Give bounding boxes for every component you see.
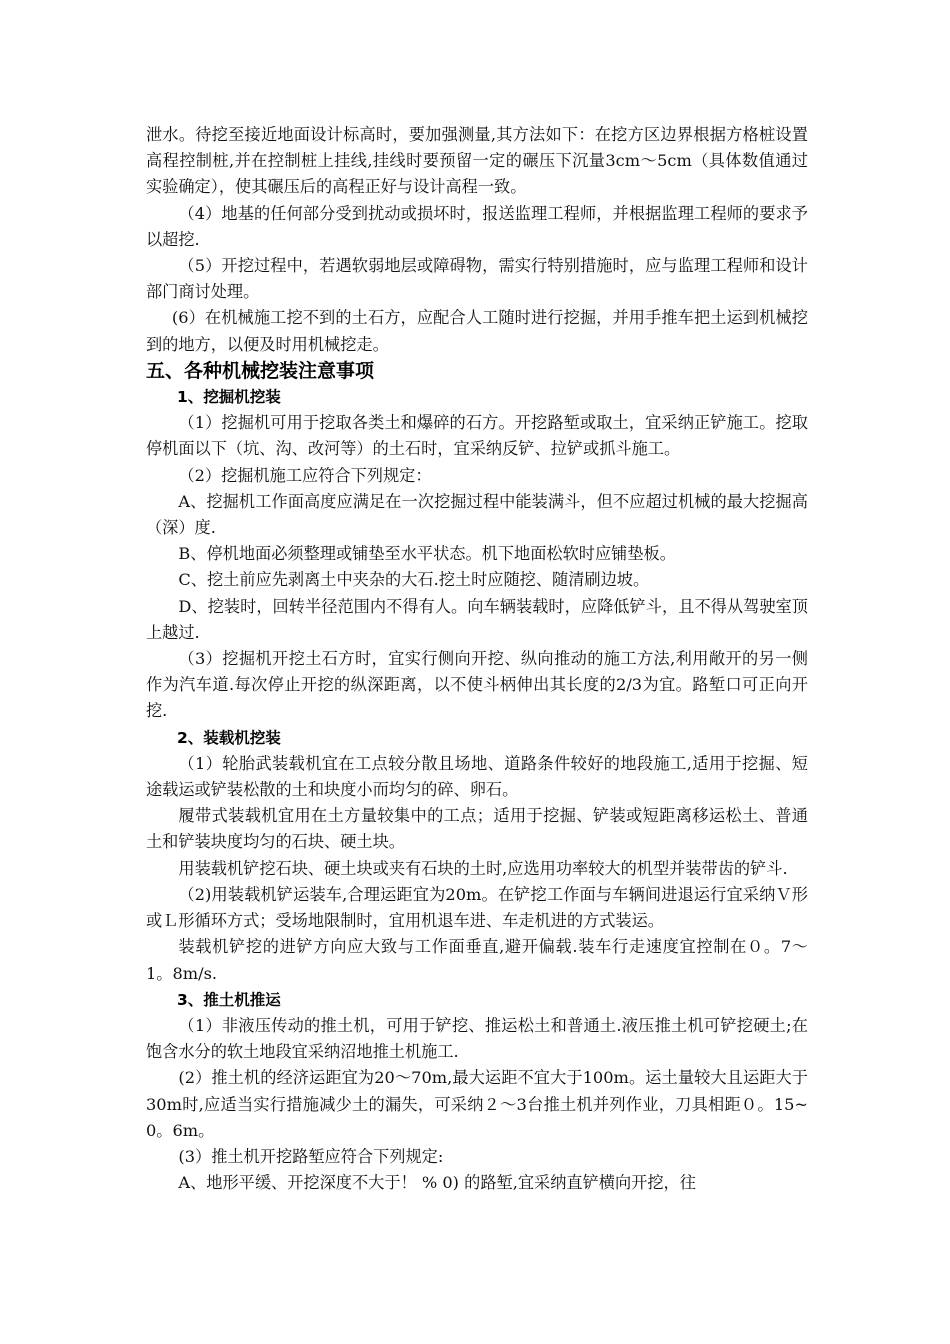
- bulldozer-paragraph-2: (2）推土机的经济运距宜为20～70m,最大运距不宜大于100m。运土量较大且运距大于30m时,应适当实行措施减少土的漏失，可采纳２～3台推土机并列作业，刀具相距０。15~0。6m。: [146, 1068, 808, 1140]
- subsection-2-heading: 2、装载机挖装: [177, 728, 281, 747]
- paragraph-item-4: （4）地基的任何部分受到扰动或损坏时，报送监理工程师，并根据监理工程师的要求予以超挖.: [146, 203, 808, 249]
- excavator-paragraph-3: （3）挖掘机开挖土石方时，宜实行侧向开挖、纵向推动的施工方法,利用敞开的另一侧作为汽车道.每次停止开挖的纵深距离，以不使斗柄伸出其长度的2/3为宜。路堑口可正向开挖.: [146, 649, 808, 721]
- loader-paragraph-3: 用装载机铲挖石块、硬土块或夹有石块的土时,应选用功率较大的机型并装带齿的铲斗.: [178, 858, 788, 878]
- loader-paragraph-4: （2)用装载机铲运装车,合理运距宜为20m。在铲挖工作面与车辆间进退运行宜采纳Ｖ形或Ｌ形循环方式；受场地限制时，宜用机退车进、车走机进的方式装运。: [146, 884, 808, 931]
- excavator-paragraph-1: （1）挖掘机可用于挖取各类土和爆碎的石方。开挖路堑或取土，宜采纳正铲施工。挖取停机面以下（坑、沟、改河等）的土石时，宜采纳反铲、拉铲或抓斗施工。: [146, 413, 808, 459]
- bulldozer-paragraph-1: （1）非液压传动的推土机，可用于铲挖、推运松土和普通土.液压推土机可铲挖硬土;在饱含水分的软土地段宜采纳沼地推土机施工.: [146, 1015, 808, 1062]
- excavator-paragraph-2: （2）挖掘机施工应符合下列规定：: [178, 465, 432, 485]
- bulldozer-paragraph-3: (3）推土机开挖路堑应符合下列规定:: [178, 1146, 444, 1166]
- section-5-heading: 五、各种机械挖装注意事项: [146, 359, 375, 382]
- paragraph-drainage-and-elevation: 泄水。待挖至接近地面设计标高时，要加强测量,其方法如下：在挖方区边界根据方格桩设置高程控制桩,并在控制桩上挂线,挂线时要预留一定的碾压下沉量3cm～5cm（具体数值通过实验确定），使其碾压后的高程正好与设计高程一致。: [146, 125, 808, 197]
- paragraph-item-5: （5）开挖过程中，若遇软弱地层或障碍物，需实行特别措施时，应与监理工程师和设计部门商讨处理。: [146, 256, 808, 302]
- excavator-rule-d: D、挖装时，回转半径范围内不得有人。向车辆装载时，应降低铲斗，且不得从驾驶室顶上越过.: [146, 596, 808, 642]
- loader-paragraph-2: 履带式装载机宜用在土方量较集中的工点；适用于挖掘、铲装或短距离移运松土、普通土和铲装块度均匀的石块、硬土块。: [146, 806, 808, 852]
- excavator-rule-c: C、挖土前应先剥离土中夹杂的大石.挖土时应随挖、随清刷边坡。: [178, 570, 650, 590]
- bulldozer-rule-a: A、地形平缓、开挖深度不大于！ % 0) 的路堑,宜采纳直铲横向开挖，往: [178, 1173, 696, 1193]
- excavator-rule-b: B、停机地面必须整理或铺垫至水平状态。机下地面松软时应铺垫板。: [178, 544, 676, 564]
- excavator-rule-a: A、挖掘机工作面高度应满足在一次挖掘过程中能装满斗，但不应超过机械的最大挖掘高（深）度.: [146, 491, 808, 538]
- subsection-3-heading: 3、推土机推运: [177, 990, 281, 1009]
- loader-paragraph-1: （1）轮胎武装载机宜在工点较分散且场地、道路条件较好的地段施工,适用于挖掘、短途载运或铲装松散的土和块度小而均匀的碎、卵石。: [146, 753, 808, 800]
- loader-paragraph-5: 装载机铲挖的进铲方向应大致与工作面垂直,避开偏载.装车行走速度宜控制在０。7～1。8m/s.: [146, 937, 808, 983]
- paragraph-item-6: (6）在机械施工挖不到的土石方，应配合人工随时进行挖掘，并用手推车把土运到机械挖到的地方，以便及时用机械挖走。: [146, 308, 808, 354]
- subsection-1-heading: 1、挖掘机挖装: [177, 388, 281, 407]
- document-page: [146, 122, 808, 1196]
